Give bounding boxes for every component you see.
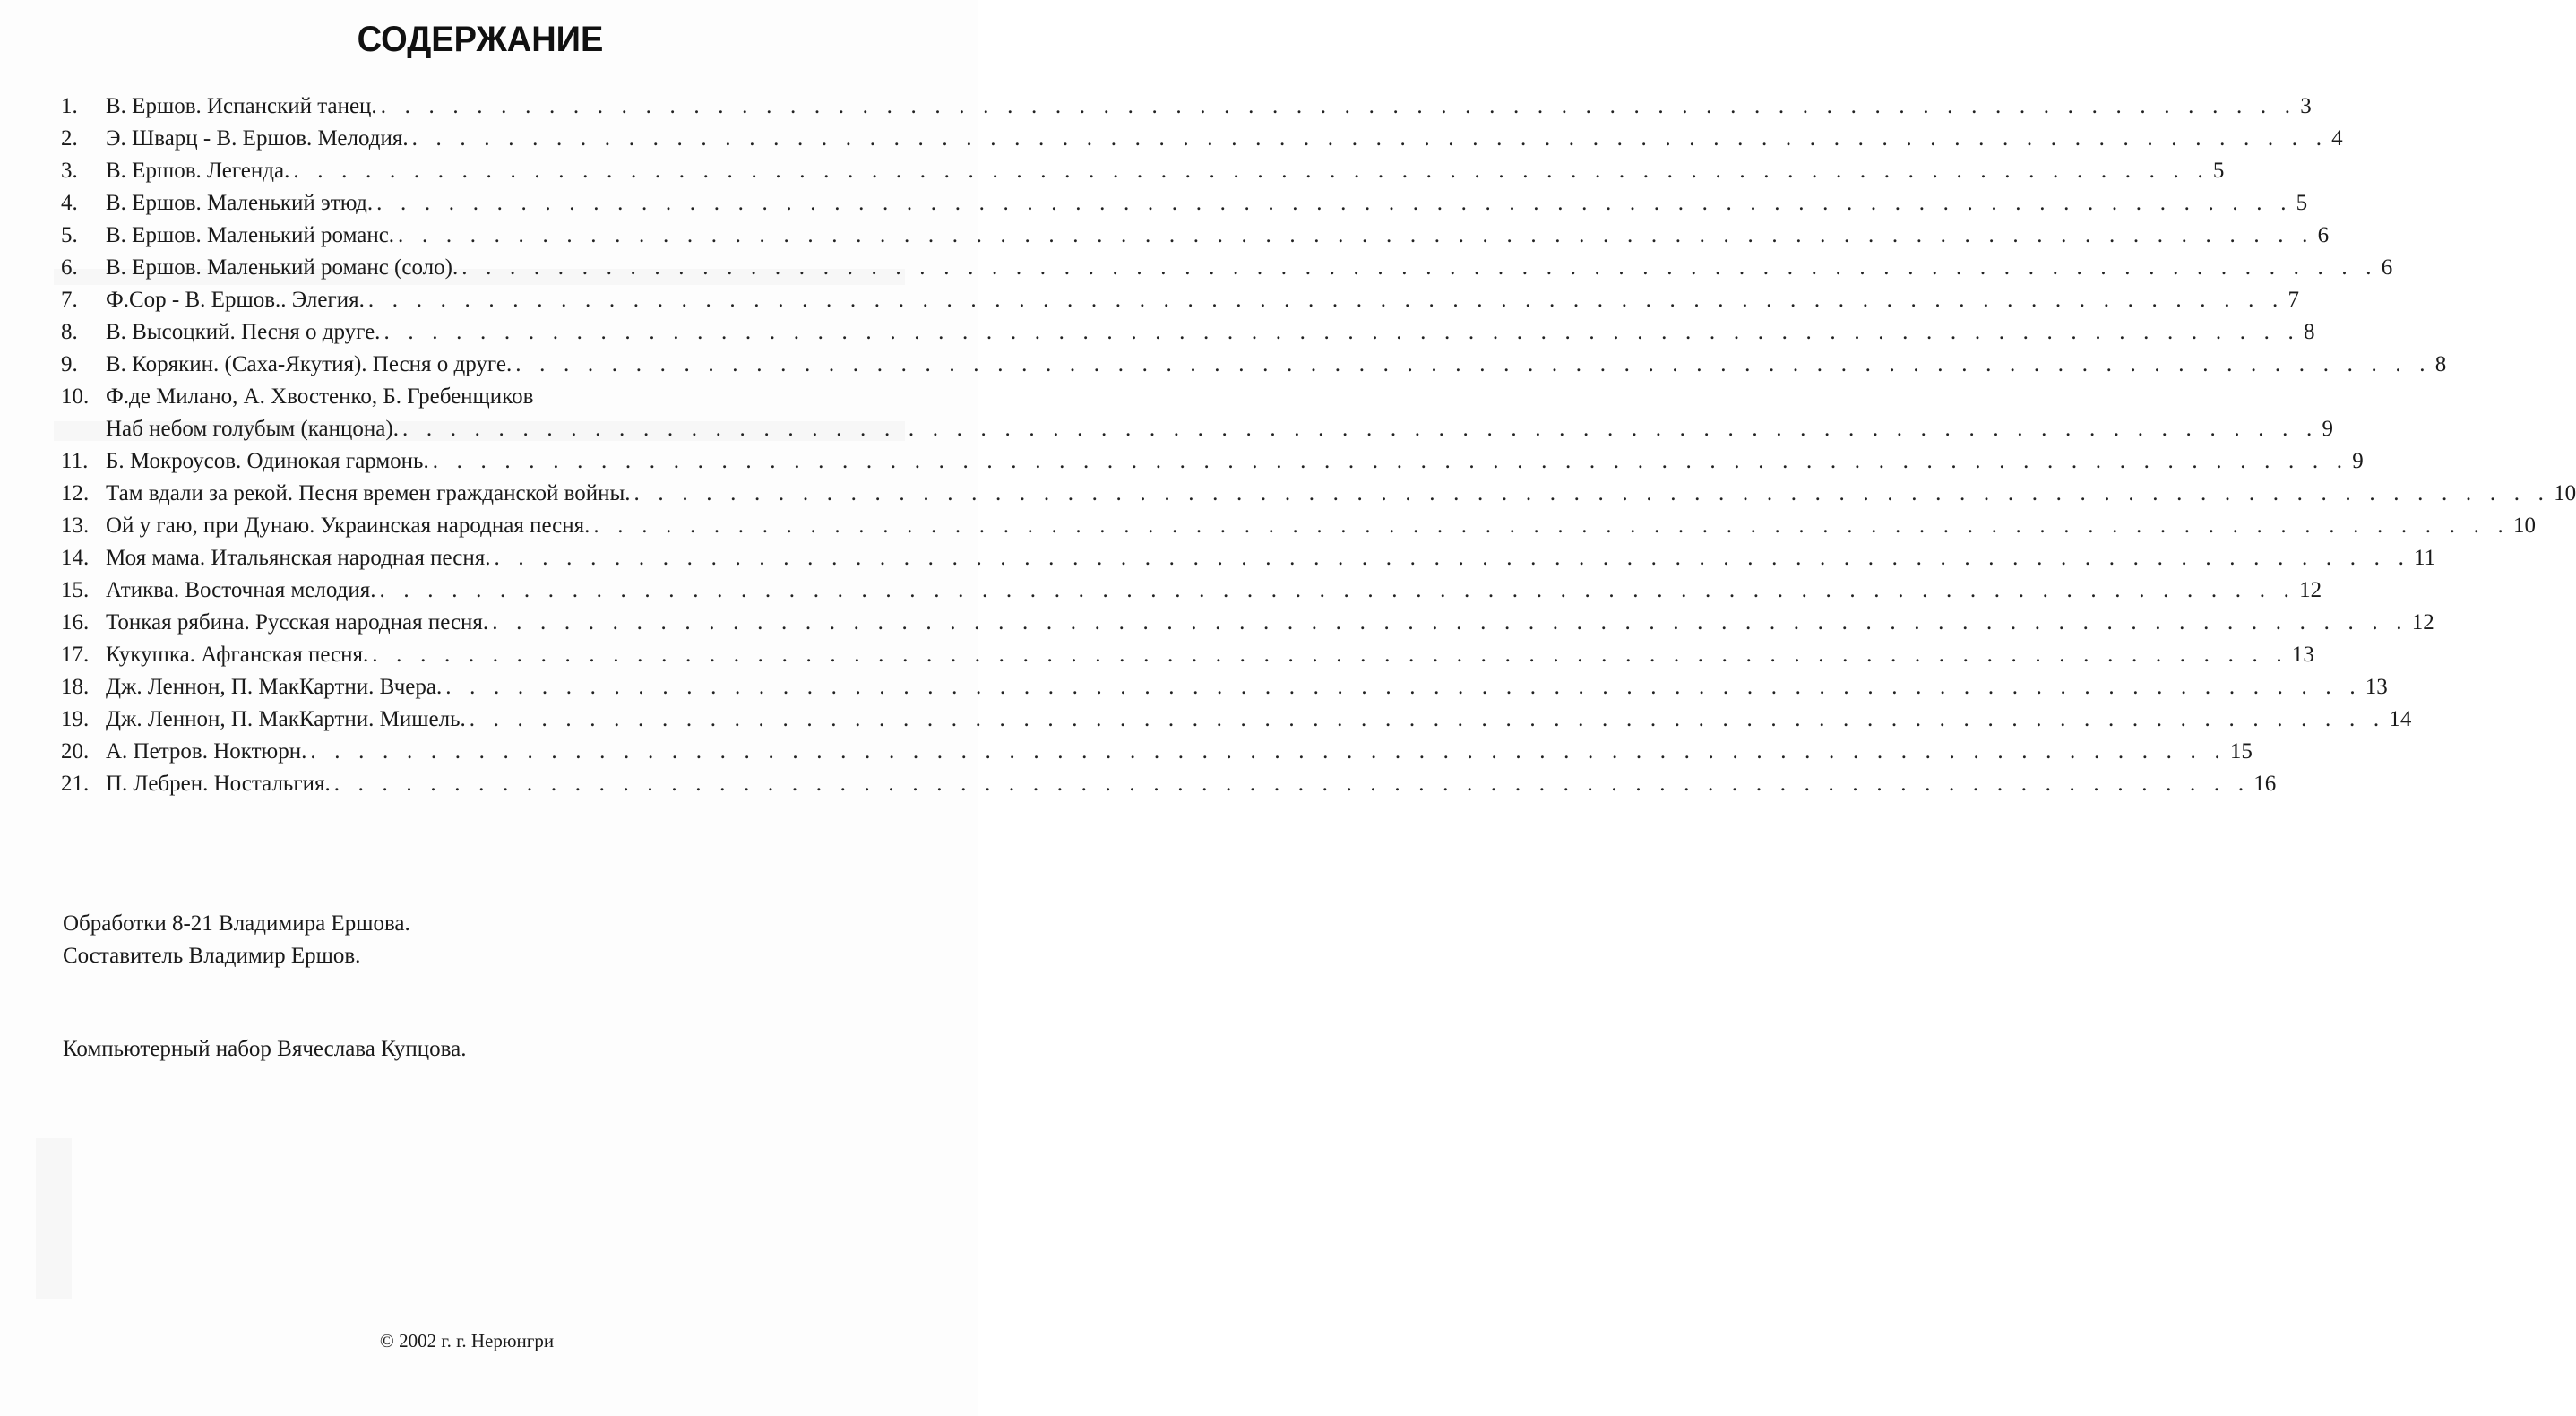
toc-leader-dots: . . . . . . . . . . . . . . . . . . . . . . . . . . . . . . . . . . . . . . . . . . . . . . . . . . . . . . . . . . . . . . . . . . . . . . . . . . . . . . . . — [376, 191, 2293, 215]
toc-entry-title: Моя мама. Итальянская народная песня. — [106, 546, 491, 570]
toc-entry-number: 14. — [61, 546, 90, 570]
toc-entry-number: 20. — [61, 739, 90, 764]
toc-entry — [61, 252, 2393, 284]
bleed-through-shade — [36, 1138, 72, 1299]
toc-entry-number: 5. — [61, 223, 78, 247]
toc-entry-page: 9 — [2352, 449, 2364, 473]
toc-entry-number: 4. — [61, 191, 78, 215]
toc-entry-page: 6 — [2317, 223, 2330, 247]
toc-entry-number: 15. — [61, 578, 90, 602]
toc-entry-title: В. Высоцкий. Песня о друге. — [106, 320, 381, 344]
toc-entry — [61, 220, 2330, 252]
table-of-contents — [61, 91, 2576, 800]
toc-leader-dots: . . . . . . . . . . . . . . . . . . . . . . . . . . . . . . . . . . . . . . . . . . . . . . . . . . . . . . . . . . . . . . . . . . . . . . . . . . . . . . . . — [401, 417, 2319, 441]
toc-leader-dots: . . . . . . . . . . . . . . . . . . . . . . . . . . . . . . . . . . . . . . . . . . . . . . . . . . . . . . . . . . . . . . . . . . . . . . . . . . . . . . . . — [293, 159, 2210, 183]
toc-entry-number: 18. — [61, 675, 90, 699]
toc-leader-dots: . . . . . . . . . . . . . . . . . . . . . . . . . . . . . . . . . . . . . . . . . . . . . . . . . . . . . . . . . . . . . . . . . . . . . . . . . . . . . . . . — [492, 610, 2408, 635]
toc-entry — [61, 123, 2343, 155]
toc-entry-page: 11 — [2414, 546, 2436, 570]
toc-leader-dots: . . . . . . . . . . . . . . . . . . . . . . . . . . . . . . . . . . . . . . . . . . . . . . . . . . . . . . . . . . . . . . . . . . . . . . . . . . . . . . . . — [445, 675, 2362, 699]
toc-entry-title: Ф.де Милано, А. Хвостенко, Б. Гребенщиков — [106, 384, 534, 409]
toc-entry-number: 1. — [61, 94, 78, 118]
toc-entry-number: 21. — [61, 772, 90, 796]
toc-entry-title: Тонкая рябина. Русская народная песня. — [106, 610, 489, 635]
toc-entry-title: В. Ершов. Маленький этюд. — [106, 191, 374, 215]
toc-entry-title: В. Ершов. Маленький романс (соло). — [106, 255, 459, 280]
toc-entry-title: Там вдали за рекой. Песня времен гражданской войны. — [106, 481, 631, 505]
credits-arrangements: Обработки 8-21 Владимира Ершова. — [63, 911, 410, 936]
toc-entry-number: 11. — [61, 449, 89, 473]
toc-leader-dots: . . . . . . . . . . . . . . . . . . . . . . . . . . . . . . . . . . . . . . . . . . . . . . . . . . . . . . . . . . . . . . . . . . . . . . . . . . . . . . . . — [383, 320, 2300, 344]
toc-entry-number: 3. — [61, 159, 78, 183]
toc-entry-title: Б. Мокроусов. Одинокая гармонь. — [106, 449, 429, 473]
toc-entry-title: В. Ершов. Легенда. — [106, 159, 290, 183]
toc-entry-title: П. Лебрен. Ностальгия. — [106, 772, 331, 796]
toc-leader-dots: . . . . . . . . . . . . . . . . . . . . . . . . . . . . . . . . . . . . . . . . . . . . . . . . . . . . . . . . . . . . . . . . . . . . . . . . . . . . . . . . — [469, 707, 2386, 731]
spacer — [63, 972, 467, 1033]
toc-entry-number: 2. — [61, 126, 78, 151]
toc-entry-title: В. Ершов. Маленький романс. — [106, 223, 395, 247]
toc-entry — [61, 574, 2322, 607]
toc-leader-dots: . . . . . . . . . . . . . . . . . . . . . . . . . . . . . . . . . . . . . . . . . . . . . . . . . . . . . . . . . . . . . . . . . . . . . . . . . . . . . . . . — [333, 772, 2251, 796]
toc-entry-number: 16. — [61, 610, 90, 635]
page-title: СОДЕРЖАНИЕ — [357, 20, 604, 59]
toc-entry-number: 17. — [61, 643, 90, 667]
toc-leader-dots: . . . . . . . . . . . . . . . . . . . . . . . . . . . . . . . . . . . . . . . . . . . . . . . . . . . . . . . . . . . . . . . . . . . . . . . . . . . . . . . . — [380, 94, 2297, 118]
toc-entry-number: 7. — [61, 288, 78, 312]
toc-leader-dots: . . . . . . . . . . . . . . . . . . . . . . . . . . . . . . . . . . . . . . . . . . . . . . . . . . . . . . . . . . . . . . . . . . . . . . . . . . . . . . . . — [593, 514, 2510, 538]
toc-entry-title: В. Корякин. (Саха-Якутия). Песня о друге. — [106, 352, 513, 376]
toc-entry-number: 12. — [61, 481, 90, 505]
toc-leader-dots: . . . . . . . . . . . . . . . . . . . . . . . . . . . . . . . . . . . . . . . . . . . . . . . . . . . . . . . . . . . . . . . . . . . . . . . . . . . . . . . . — [310, 739, 2227, 764]
toc-entry — [61, 445, 2364, 478]
credits-typesetting: Компьютерный набор Вячеслава Купцова. — [63, 1037, 467, 1061]
toc-entry-title: Атиква. Восточная мелодия. — [106, 578, 376, 602]
toc-entry-number: 9. — [61, 352, 78, 376]
toc-entry — [61, 768, 2277, 800]
toc-entry-page: 5 — [2212, 159, 2225, 183]
toc-entry-page: 4 — [2331, 126, 2343, 151]
toc-entry — [61, 381, 916, 413]
toc-entry — [61, 316, 2315, 349]
toc-leader-dots: . . . . . . . . . . . . . . . . . . . . . . . . . . . . . . . . . . . . . . . . . . . . . . . . . . . . . . . . . . . . . . . . . . . . . . . . . . . . . . . . — [432, 449, 2349, 473]
toc-entry — [61, 639, 2314, 671]
toc-entry-title: А. Петров. Ноктюрн. — [106, 739, 307, 764]
toc-entry-page: 7 — [2287, 288, 2299, 312]
toc-entry-page: 14 — [2389, 707, 2412, 731]
toc-entry-number: 13. — [61, 514, 90, 538]
toc-entry-subtitle: Наб небом голубым (канцона). — [106, 417, 399, 441]
toc-entry — [61, 91, 2312, 123]
toc-leader-dots: . . . . . . . . . . . . . . . . . . . . . . . . . . . . . . . . . . . . . . . . . . . . . . . . . . . . . . . . . . . . . . . . . . . . . . . . . . . . . . . . — [461, 255, 2378, 280]
toc-leader-dots: . . . . . . . . . . . . . . . . . . . . . . . . . . . . . . . . . . . . . . . . . . . . . . . . . . . . . . . . . . . . . . . . . . . . . . . . . . . . . . . . — [411, 126, 2329, 151]
credits — [63, 908, 467, 1066]
toc-entry-page: 9 — [2322, 417, 2334, 441]
toc-entry — [61, 736, 2253, 768]
toc-entry-title: Дж. Леннон, П. МакКартни. Мишель. — [106, 707, 466, 731]
toc-entry-page: 8 — [2434, 352, 2447, 376]
toc-entry-title: Э. Шварц - В. Ершов. Мелодия. — [106, 126, 409, 151]
toc-entry-number: 19. — [61, 707, 90, 731]
toc-entry-title: Кукушка. Афганская песня. — [106, 643, 369, 667]
toc-entry-page: 13 — [2365, 675, 2388, 699]
toc-entry-page: 12 — [2299, 578, 2322, 602]
toc-entry-title: Ф.Сор - В. Ершов.. Элегия. — [106, 288, 365, 312]
toc-entry — [61, 155, 2225, 187]
toc-entry-title: Ой у гаю, при Дунаю. Украинская народная песня. — [106, 514, 590, 538]
toc-entry-page: 10 — [2554, 481, 2576, 505]
toc-entry — [61, 284, 2299, 316]
toc-entry-number: 10. — [61, 384, 90, 409]
credits-compiler: Составитель Владимир Ершов. — [63, 944, 361, 968]
toc-entry — [61, 510, 2536, 542]
toc-entry-page: 12 — [2411, 610, 2434, 635]
toc-entry-page: 5 — [2296, 191, 2308, 215]
toc-leader-dots: . . . . . . . . . . . . . . . . . . . . . . . . . . . . . . . . . . . . . . . . . . . . . . . . . . . . . . . . . . . . . . . . . . . . . . . . . . . . . . . . — [367, 288, 2285, 312]
toc-entry-number: 8. — [61, 320, 78, 344]
toc-entry-page: 8 — [2304, 320, 2315, 344]
toc-entry-page: 6 — [2381, 255, 2393, 280]
toc-leader-dots: . . . . . . . . . . . . . . . . . . . . . . . . . . . . . . . . . . . . . . . . . . . . . . . . . . . . . . . . . . . . . . . . . . . . . . . . . . . . . . . . — [633, 481, 2551, 505]
toc-leader-dots: . . . . . . . . . . . . . . . . . . . . . . . . . . . . . . . . . . . . . . . . . . . . . . . . . . . . . . . . . . . . . . . . . . . . . . . . . . . . . . . . — [372, 643, 2288, 667]
toc-entry — [61, 704, 2412, 736]
copyright-line: © 2002 г. г. Нерюнгри — [379, 1330, 555, 1351]
toc-entry — [61, 478, 2576, 510]
toc-leader-dots: . . . . . . . . . . . . . . . . . . . . . . . . . . . . . . . . . . . . . . . . . . . . . . . . . . . . . . . . . . . . . . . . . . . . . . . . . . . . . . . . — [379, 578, 2296, 602]
toc-leader-dots: . . . . . . . . . . . . . . . . . . . . . . . . . . . . . . . . . . . . . . . . . . . . . . . . . . . . . . . . . . . . . . . . . . . . . . . . . . . . . . . . — [494, 546, 2411, 570]
toc-entry — [61, 349, 2447, 381]
toc-entry-continuation — [61, 413, 2334, 445]
toc-entry-title: В. Ершов. Испанский танец. — [106, 94, 377, 118]
toc-entry-number: 6. — [61, 255, 78, 280]
toc-entry-page: 13 — [2291, 643, 2314, 667]
toc-entry-title: Дж. Леннон, П. МакКартни. Вчера. — [106, 675, 443, 699]
toc-leader-dots: . . . . . . . . . . . . . . . . . . . . . . . . . . . . . . . . . . . . . . . . . . . . . . . . . . . . . . . . . . . . . . . . . . . . . . . . . . . . . . . . — [398, 223, 2314, 247]
toc-leader-dots: . . . . . . . . . . . . . . . . . . . . . . . . . . . . . . . . . . . . . . . . . . . . . . . . . . . . . . . . . . . . . . . . . . . . . . . . . . . . . . . . — [515, 352, 2432, 376]
toc-entry-page: 15 — [2229, 739, 2253, 764]
toc-entry — [61, 542, 2436, 574]
toc-entry — [61, 671, 2388, 704]
toc-entry-page: 10 — [2512, 514, 2536, 538]
toc-entry-page: 3 — [2300, 94, 2312, 118]
toc-entry — [61, 607, 2434, 639]
toc-entry — [61, 187, 2308, 220]
toc-entry-page: 16 — [2253, 772, 2277, 796]
